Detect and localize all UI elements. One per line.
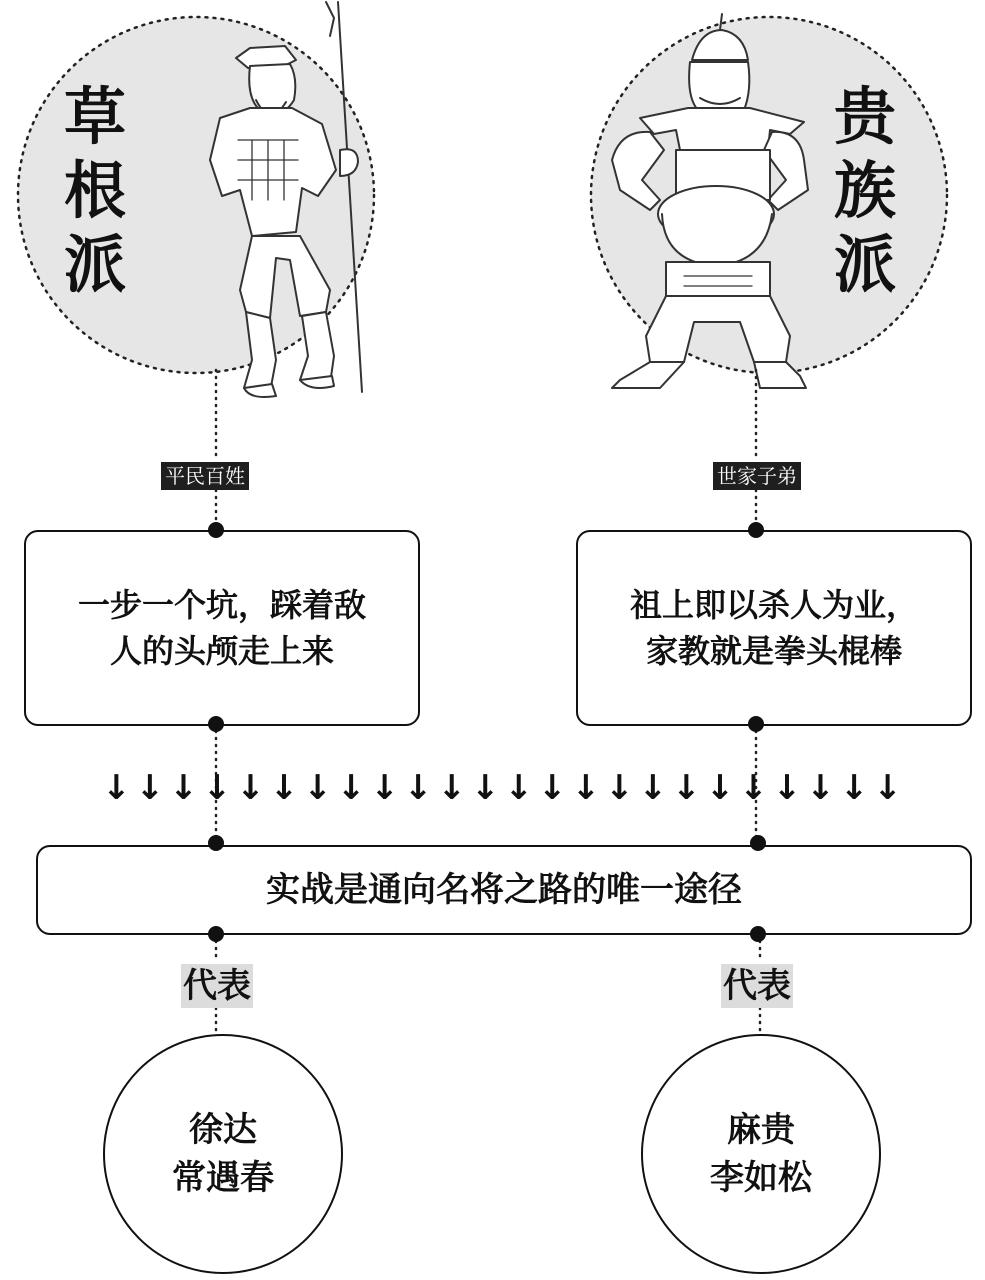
down-arrow-icon: ↓ [504, 768, 533, 808]
grassroots-title [60, 80, 130, 302]
general-name: 李如松 [710, 1158, 812, 1198]
down-arrow-icon: ↓ [806, 768, 835, 808]
general-name: 常遇春 [172, 1158, 274, 1198]
general-name: 麻贵 [727, 1110, 795, 1150]
noble-generals-circle [641, 1034, 881, 1274]
down-arrow-icon: ↓ [839, 768, 869, 808]
grassroots-description-box [24, 530, 420, 726]
down-arrow-icon: ↓ [102, 768, 131, 808]
title-char: 草 [63, 80, 126, 153]
arrow-row [102, 768, 902, 808]
down-arrow-icon: ↓ [705, 768, 735, 808]
connector-dot [750, 926, 766, 942]
down-arrow-icon: ↓ [303, 768, 332, 808]
down-arrow-icon: ↓ [873, 768, 902, 808]
down-arrow-icon: ↓ [638, 768, 667, 808]
grassroots-generals-circle [103, 1034, 343, 1274]
conclusion-text: 实战是通向名将之路的唯一途径 [266, 870, 742, 910]
title-char: 派 [63, 228, 126, 301]
conclusion-box [36, 845, 972, 935]
down-arrow-icon: ↓ [739, 768, 768, 808]
down-arrow-icon: ↓ [269, 768, 299, 808]
connector-dot [748, 522, 764, 538]
down-arrow-icon: ↓ [336, 768, 366, 808]
box-line: 家教就是拳头棍棒 [645, 632, 902, 670]
box-line: 人的头颅走上来 [109, 632, 334, 670]
down-arrow-icon: ↓ [135, 768, 165, 808]
down-arrow-icon: ↓ [236, 768, 265, 808]
connector-dot [208, 716, 224, 732]
down-arrow-icon: ↓ [437, 768, 466, 808]
title-char: 根 [63, 154, 126, 227]
down-arrow-icon: ↓ [403, 768, 433, 808]
title-char: 族 [833, 154, 896, 227]
connector-dot [748, 716, 764, 732]
box-line: 一步一个坑，踩着敌 [77, 586, 366, 624]
connector-dot [208, 835, 224, 851]
connector-dot [208, 522, 224, 538]
commoner-tag: 平民百姓 [161, 462, 249, 490]
title-char: 派 [833, 228, 896, 301]
down-arrow-icon: ↓ [604, 768, 634, 808]
box-line: 祖上即以杀人为业， [629, 586, 918, 624]
noble-title [830, 80, 900, 302]
general-name: 徐达 [189, 1110, 257, 1150]
down-arrow-icon: ↓ [470, 768, 500, 808]
down-arrow-icon: ↓ [169, 768, 198, 808]
down-arrow-icon: ↓ [202, 768, 232, 808]
down-arrow-icon: ↓ [370, 768, 399, 808]
connector-dot [208, 926, 224, 942]
down-arrow-icon: ↓ [571, 768, 600, 808]
title-char: 贵 [833, 80, 896, 153]
representative-label: 代表 [723, 966, 791, 1006]
down-arrow-icon: ↓ [772, 768, 802, 808]
connector-dot [750, 835, 766, 851]
noble-description-box [576, 530, 972, 726]
down-arrow-icon: ↓ [672, 768, 701, 808]
down-arrow-icon: ↓ [537, 768, 567, 808]
representative-label: 代表 [183, 966, 251, 1006]
aristocrat-tag: 世家子弟 [713, 462, 801, 490]
